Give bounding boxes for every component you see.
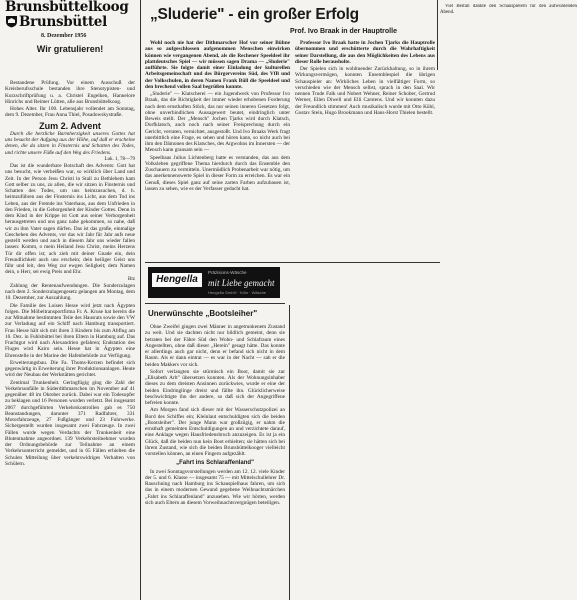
congrats-heading: Wir gratulieren! — [36, 44, 104, 54]
advent-quote: Durch die herzliche Barmherzigkeit unseres Gottes hat uns besucht der Aufgang aus der Höhe, auf daß er erscheine denen, die da sitzen in Finsternis und Schatten des Todes, und richte unsere Füße auf den Weg des Friedens. — [5, 130, 135, 156]
congrats-item-exam: Bestandene Prüfung. Vor einem Ausschuß der Kreisberufsschule bestanden ihre Stenotypisten- und Kurzschriftprüfung u. a. Christel Engelken, Hannelore Hinrichs und Reimer Lütten, alle aus Brunsbüttelkoog. — [5, 80, 135, 105]
ad-line-2: mit Liebe gemacht — [208, 278, 275, 288]
ad-line-3: Hengella GmbH · Köln · Wäsche — [208, 290, 267, 295]
ad-line-1: Präzisions-Wäsche — [208, 270, 247, 275]
trip-headline: „Fahrt ins Schlaraffenland" — [176, 460, 254, 467]
column-rule-2 — [289, 305, 290, 600]
masthead-block — [5, 0, 135, 57]
boat-paragraph-3: Am Morgen fand sich dieser mit der Wasserschutzpolizei an Bord des Schiffes ein; Kleinlaut entschuldigten sich die beiden „Bootsleiher". Der junge Mann war großzügig, er nahm die ernsthaft gemeinten Entschuldigungen an und verzichtete darauf, eine Anklage wegen Hausfriedensbruch anzuzeigen. Es ist ja ein Glück, daß die beiden nun kein Boot erhielten; sie hätten sich bei ihrem Zustand, wie sich die beiden Brunsbüttelkooger vielleicht vorstellen können, an einen Fingern aufgezählt. — [145, 407, 285, 457]
ad-logo: Hengella — [152, 273, 202, 287]
article-bottom-rule — [145, 262, 440, 263]
news-item-hesse-family: Die Familie des Loisen Hesse wird jetzt nach Ägypten folgen. Die Möbeltransportfirma Fr. A. Kruse hat bereits die zur Mitnahme bestimmten Teile des Hausrats sowie den VW zur Verladung auf ein Schiff nach Hamburg transportiert. Frau Hesse hält sich mit ihren 3 Kindern bis zum Abflug am 16. Dez. in Fuhlsbüttel bei ihren Eltern in Hamburg auf. Das Frachtgut wird nach Alexandrien gefahren; Endstation des Fluges wird Kairo sein. Hesse hat in Ägypten eine Ehrenstelle in der Marine der Hafenbehörde zur Verfügung. — [5, 302, 135, 359]
boat-article-headline: Unerwünschte „Bootsleiher" — [148, 309, 258, 318]
article-column-3 — [440, 4, 577, 52]
advent-source: Luk. 1, 78—79 — [104, 156, 135, 162]
article-paragraph-3: Professor Ivo Braak hatte in Jochen Tjarks die Hauptrolle übernommen und erschütterte durch die Wahrhaftigkeit seiner Darstellung, die aus den Möglichkeiten des Lebens aus dieser Rolle herausholte. — [295, 40, 435, 65]
article-byline: Prof. Ivo Braak in der Hauptrolle — [290, 28, 397, 35]
news-item-pensions: Zahlung der Rentenaufwendungen. Die Sonderzulagen nach dem 2. Sonderzulagengesetz gelangen am Montag, dem 10. Dezember, zur Auszahlung. — [5, 282, 135, 302]
boat-paragraph-1: Ohne Zweifel gingen zwei Männer in angetrunkenem Zustand zu weit. Und sie dachten nicht nur bildlich gemeint, denn sie betraten bei der Fähre Süd den Wohn- und Schlafraum eines Angestellten, ohne daß dieser „Herein" gesagt hätte. Das konnte er allerdings auch gar nicht, denn er befand sich nicht in dem Raum. Als er dann eintrat — es war in der Nacht — sah er die beiden Makkers vor sich. — [145, 324, 285, 368]
hengella-advertisement — [148, 267, 280, 298]
town-crest-icon — [5, 15, 18, 28]
ad-bottom-rule — [145, 303, 285, 304]
left-column — [5, 80, 135, 570]
article-column-2 — [295, 40, 435, 262]
advent-heading: Zum 2. Advent — [39, 120, 101, 131]
masthead-line-2-row — [5, 15, 135, 30]
news-item-expansion: Erweiterungsbau. Die Fa. Thoms-Kerzen befindet sich gegenwärtig in Erweiterung ihrer Produktionsanlagen. Heute wird der Neubau der Werkstätten gerichtet. — [5, 359, 135, 379]
trip-paragraph: In zwei Sonntagsvorstellungen werden am 12. 12. viele Kinder der 5. und 6. Klasse — insgesamt 75 — mit Mittelschullehrer Dr. Rauschning nach Hamburg ins Schauspielhaus fahren, um sich das in einem modernen Gewand gegebene Weihnachtsmärchen „Fahrt ins Schlaraffenland" anzusehen. Wie wir hörten, werden sich auch Eltern an diesem Vorweihnachtsvergnügen beteiligen. — [145, 468, 285, 506]
column-rule-3 — [437, 0, 438, 70]
masthead-line-2: Brunsbüttel — [19, 14, 107, 30]
article-paragraph-4: Der Spielen sich in wohltuender Zurückhaltung, so in ihrem Wirkungsvermögen, konnten Ensemblespiel die übrigen Schauspieler an: Wirkliches Leben in vielfältiger Form, so verschieden wie der Mensch selbst, sprach in den Saal. Wir nennen Trude Falk und Nobert Wehner, Reiner Schober, Gertrud Werner, Ellen Diwell und Elli Carstens. Und wir konnten dazu der Freundlich stimmen! Auch musikalisch wurde mit Otto Kühl, Gustav Stein, Hugo Brookmann und Hans-Horst Thielen bestellt. — [295, 66, 435, 116]
article-closing: Viel Beifall dankte den Schauspielern für den aufwühlenden Abend. — [440, 4, 577, 15]
column-rule-1 — [140, 0, 141, 600]
congrats-item-age: Hohes Alter. Ihr 100. Lebensjahr vollendet am Sonntag, dem 9. Dezember, Frau Anna Thiel, Posadowskystraße. — [5, 106, 135, 119]
boat-article-column — [145, 324, 285, 600]
issue-date: 8. Dezember 1956 — [41, 33, 87, 39]
news-item-traffic: Zentimal Trunkenheit. Geringfügig ging die Zahl der Verkehrsunfälle in Süderdithmarschen im November auf 41 gegenüber 48 im Oktober zurück. Dabei war ein Todesopfer zu beklagen und 16 Personen wurden verletzt. Bei insgesamt 2067 durchgeführten Verkehrskontrollen gab es 750 Beanstandungen, darunter 371 Radfahrer, 331 Motorfahrzeuge, 27 Fußgänger und 23 Fuhrwerke. Sichergestellt wurden insgesamt zwei Fahrzeuge. In zwei Fällen wurde wegen Verdachts der Trunkenheit eine Blutentnahme angeordnet. 139 Verkehrsteilnehmer wurden der Ordnungsbehörde zur Teilnahme an einem Verkehrsunterricht gemeldet, und in 65 Fällen erhielten die Schulen Mitteilung über verkehrswidriges Verhalten von Schülern. — [5, 379, 135, 467]
advent-text: Das ist die wunderbare Botschaft des Advents: Gott hat uns besucht, wie verheißen war, so wirklich über Land und Zeit. In der Person Jesu Christi in Stall zu Bethlehem kam Gott selber zu uns, zu allen, die wir sitzen in Finsternis und Schatten des Todes, um uns heimzusuchen, d. h. heimzuführen aus der Finsternis ins Licht, aus dem Tod ins Leben, aus der Fremde ins Vaterhaus, aus dem Unfrieden in den Frieden, in die Geborgenheit der Kinder Gottes. Denn in dem Kind in der Krippe ist Gott aus seiner Verborgenheit herausgetreten und uns ganz nahe gekommen, so nahe, daß wir zu ihm Vater sagen dürfen. Das ist das große, einmalige Geschehen des Advents, vor das wir Jahr für Jahr aufs neue gestellt werden und auch in diesem Jahr uns wieder fallen lassen: Komm, o mein Heiland Jesu Christ, meins Herzens Tür dir offen ist; ach zieh mit deiner Gnade ein, dein Freundlichkeit auch uns erschein; dein heiliger Geist uns führ und leit, den Weg zur ewgen Seligkeit; dem Namen dein, o Herr, sei ewig Preis und Ehr. — [5, 163, 135, 276]
article-paragraph-2: Speelbaas Julius Lichtenberg hatte es verstanden, das aus dem Volksleben gegriffene Thema hierdurch durch das Ensemble den Zuschauern zu vermitteln. Unermüdlich Probenarbeit war nötig, um das anerkennenswerte Spiel in dieser Form zu erreichen. Es war ein Genuß, dieses Spiel ganz auf seine zarten Farben aufzubauen ist, lassen zu sehen, wie es der Verfasser gedacht hat. — [145, 154, 290, 192]
article-headline: „Sluderie" - ein großer Erfolg — [150, 6, 359, 23]
masthead-line-1: Brunsbüttelkoog — [5, 0, 129, 15]
article-column-1 — [145, 40, 290, 262]
masthead — [5, 0, 135, 30]
article-paragraph-1: „Sluderie" — Klatscherei — ein Jugendwerk von Professor Ivo Braak, das die Richtigkeit der immer wieder erhobenen Forderung nach dem ernsthaften Stück, das nur seinen inneren Gesetzen folgt, ohne unverbindlichen Aussagewert beutet, eindringlich unter Beweis stellt. Der „Mensch" Jochen Tjarks wird durch Klatsch, Dorfklatsch, auch noch nach seiner Freisprechung durch ein Gericht, verraten, vernichtet, ausgestoßt. Und Ivo Braaks Werk fragt unerbittlich eine Frage, es sehen und hören kann, so nicht auch bei ihm den Dämonen des Klatsches, des Argwohns im Innersten — der Mensch kann grausam sein — — [145, 91, 290, 154]
boat-paragraph-2: Sofort verlangten sie stürmisch ein Boot, damit sie zur „Elisabeth Arlt" übersetzen konnten. Als der Wohnungsinhaber dieses zu dem dreisten Ansinnen zurückwies, wurde er eine der beiden Eindringlinge dreist und fällte ihn. Glücklicherweise beschwichtigte ihn der andere, so daß sich der Angegriffene befreien konnte. — [145, 368, 285, 406]
advent-signature: Btz — [128, 276, 135, 282]
article-lead: Wohl noch nie hat der Dithmarscher Hof vor seiner Bühne aus so aufgeschlossen aufgenommen Menschen einwirken können wie vergangenen Abend, als die Rechener Speeldeel ihr plattdeutsches Spiel — wir müssen sagen Drama — „Sluderie" aufführte. Sie folgte damit einer Einladung der kulturellen Arbeitsgemeinschaft und des Bürgervereins Süd, des VfB und der Volkschulen, in deren Namen Frank Büll die Speeldeel und den brechend vollen Saal begrüßen konnte. — [145, 40, 290, 90]
